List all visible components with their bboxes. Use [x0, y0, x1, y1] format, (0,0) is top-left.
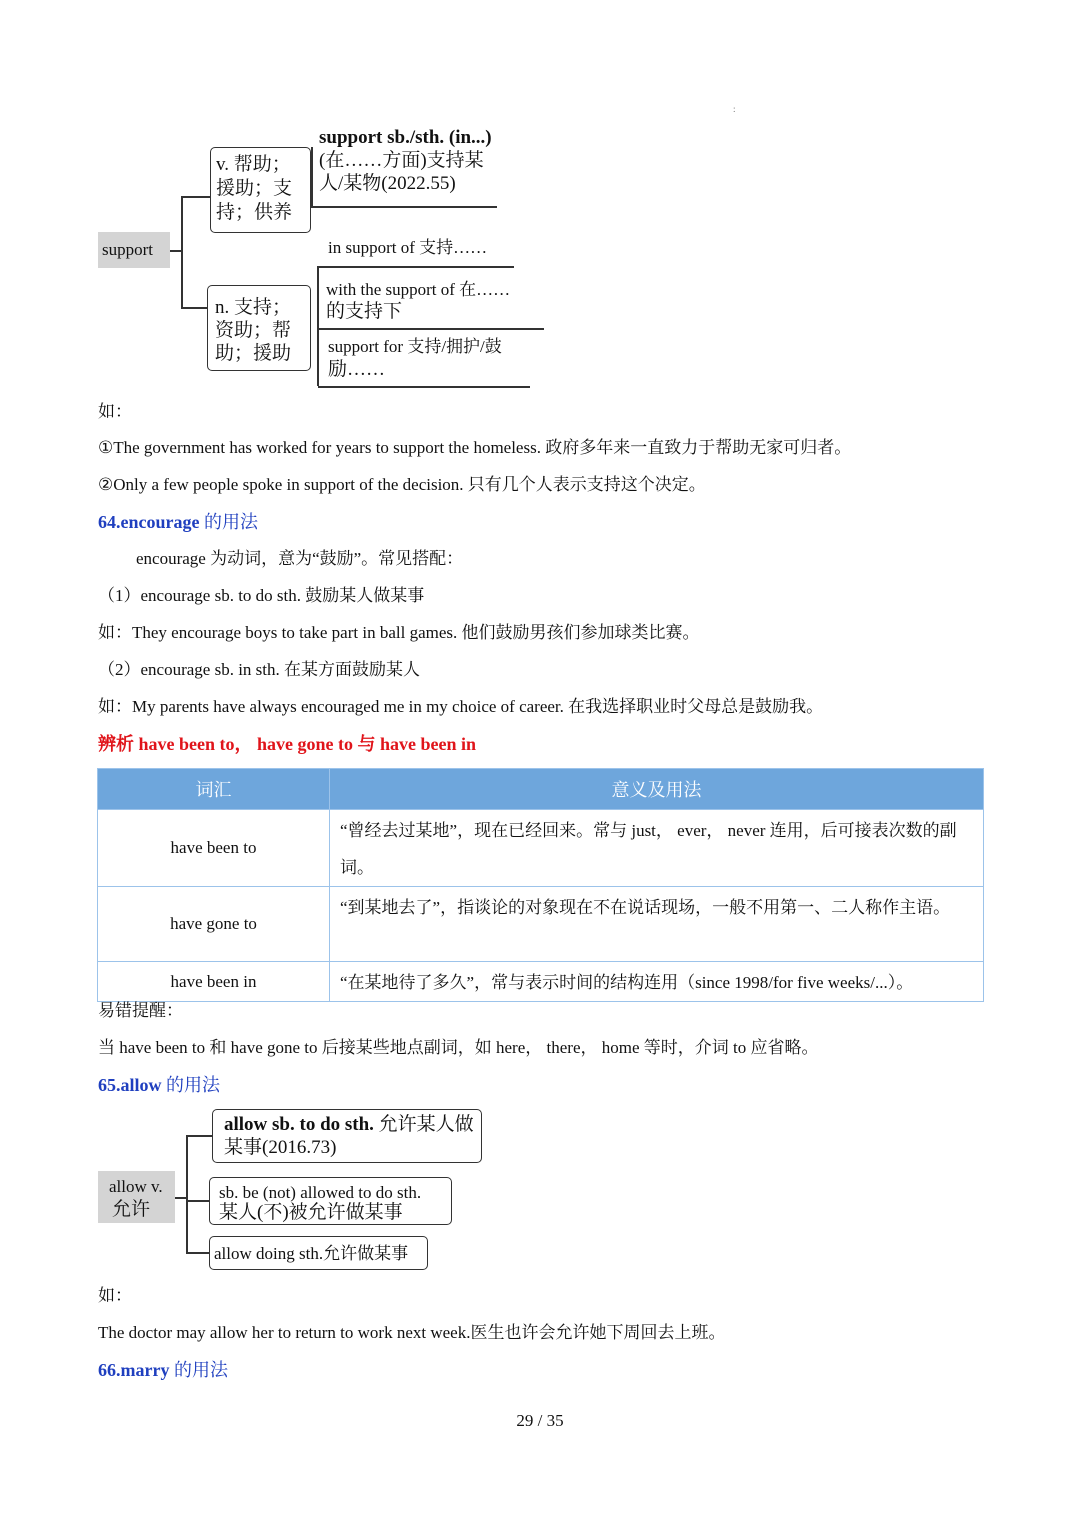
page-number: 29 / 35 [516, 1411, 564, 1430]
bracket-line [311, 206, 497, 208]
heading-suffix: 的用法 [169, 1360, 228, 1380]
tip-text: 当 have been to 和 have gone to 后接某些地点副词，如 here， there， home 等时，介词 to 应省略。 [98, 1038, 819, 1057]
support-verb-box [210, 147, 311, 233]
noun-box-line: 资助；帮 [215, 320, 292, 341]
table-header-cell: 词汇 [98, 769, 330, 810]
table-cell-meaning: “在某地待了多久”，常与表示时间的结构连用（since 1998/for five weeks/...）。 [330, 962, 984, 1002]
support-root-label: support [102, 240, 153, 259]
allow-usage-box-2 [209, 1177, 452, 1225]
connector [181, 196, 211, 198]
verb-usage-line: (在……方面)支持某 [319, 150, 484, 171]
allow-root-line: 允许 [112, 1199, 151, 1220]
support-example-2: ②Only a few people spoke in support of the decision. 只有几个人表示支持这个决定。 [98, 475, 706, 494]
verb-box-line: 援助；支 [216, 178, 293, 199]
table-cell-word: have been to [98, 810, 330, 887]
allow-usage-2-line: sb. be (not) allowed to do sth. [219, 1183, 422, 1202]
encourage-item-2: （2）encourage sb. in sth. 在某方面鼓励某人 [98, 660, 421, 679]
section-heading-marry [98, 1358, 228, 1382]
top-mark: : [733, 104, 736, 114]
heading-word: 65.allow [98, 1075, 162, 1095]
bracket-line [317, 266, 319, 386]
allow-usage-3: allow doing sth.允许做某事 [214, 1244, 409, 1263]
table-header-row [98, 769, 984, 810]
encourage-item-1: （1）encourage sb. to do sth. 鼓励某人做某事 [98, 586, 425, 605]
connector [186, 1135, 188, 1253]
table-row [98, 962, 984, 1002]
noun-box-line: n. 支持； [215, 297, 292, 318]
allow-usage-1-line: 某事(2016.73) [224, 1137, 337, 1158]
heading-word: 66.marry [98, 1360, 170, 1380]
compare-heading: 辨析 have been to， have gone to 与 have been in [98, 734, 476, 754]
allow-example: The doctor may allow her to return to work next week.医生也许会允许她下周回去上班。 [98, 1323, 726, 1342]
verb-usage-line: 人/某物(2022.55) [319, 173, 456, 194]
connector [181, 307, 208, 309]
bracket-line [318, 328, 544, 330]
verb-usage-title: support sb./sth. (in...) [319, 127, 492, 148]
support-example-1: ①The government has worked for years to support the homeless. 政府多年来一直致力于帮助无家可归者。 [98, 438, 852, 457]
allow-usage-1-line [224, 1113, 474, 1136]
connector [181, 196, 183, 308]
connector [186, 1252, 209, 1254]
compare-table [97, 768, 984, 1002]
usage-rest: 允许某人做 [373, 1114, 474, 1135]
table-cell-word: have been in [98, 962, 330, 1002]
noun-box-line: 助；援助 [215, 343, 292, 364]
allow-usage-box-1 [212, 1109, 482, 1163]
usage-bold: allow sb. to do sth. [224, 1114, 374, 1135]
table-cell-meaning: “到某地去了”，指谈论的对象现在不在说话现场，一般不用第一、二人称作主语。 [330, 887, 984, 962]
noun-usage-1: in support of 支持…… [328, 238, 488, 257]
encourage-example-1: 如：They encourage boys to take part in ball games. 他们鼓励男孩们参加球类比赛。 [98, 623, 700, 642]
heading-word: 64.encourage [98, 512, 200, 532]
verb-box-line: 持；供养 [216, 202, 293, 223]
table-cell-word: have gone to [98, 887, 330, 962]
support-noun-box [207, 285, 311, 371]
encourage-example-2: 如：My parents have always encouraged me in my choice of career. 在我选择职业时父母总是鼓励我。 [98, 697, 824, 716]
allow-usage-2-line: 某人(不)被允许做某事 [219, 1202, 403, 1223]
example-label: 如： [98, 1286, 132, 1305]
section-heading-allow [98, 1073, 220, 1097]
bracket-line [318, 266, 514, 268]
heading-suffix: 的用法 [199, 512, 258, 532]
bracket-line [311, 147, 313, 207]
noun-usage-3-line: support for 支持/拥护/鼓 [328, 337, 502, 356]
bracket-line [318, 386, 530, 388]
encourage-intro: encourage 为动词，意为“鼓励”。常见搭配： [136, 549, 464, 568]
support-root-box [98, 232, 170, 268]
connector [186, 1135, 213, 1137]
tip-title: 易错提醒： [98, 1001, 183, 1020]
table-row [98, 810, 984, 887]
section-heading-encourage [98, 510, 258, 534]
verb-box-line: v. 帮助； [216, 154, 291, 175]
heading-suffix: 的用法 [161, 1075, 221, 1095]
noun-usage-3-line: 励…… [328, 359, 386, 380]
noun-usage-2-line: with the support of 在…… [326, 280, 511, 299]
allow-root-line: allow v. [109, 1177, 163, 1196]
allow-root-box [98, 1171, 175, 1223]
table-row [98, 887, 984, 962]
table-header-cell: 意义及用法 [330, 769, 984, 810]
noun-usage-2-line: 的支持下 [326, 301, 403, 322]
table-cell-meaning: “曾经去过某地”，现在已经回来。常与 just， ever， never 连用，后可接表次数的副词。 [330, 810, 984, 887]
example-label: 如： [98, 402, 132, 421]
connector [186, 1200, 209, 1202]
allow-usage-box-3 [209, 1236, 428, 1270]
